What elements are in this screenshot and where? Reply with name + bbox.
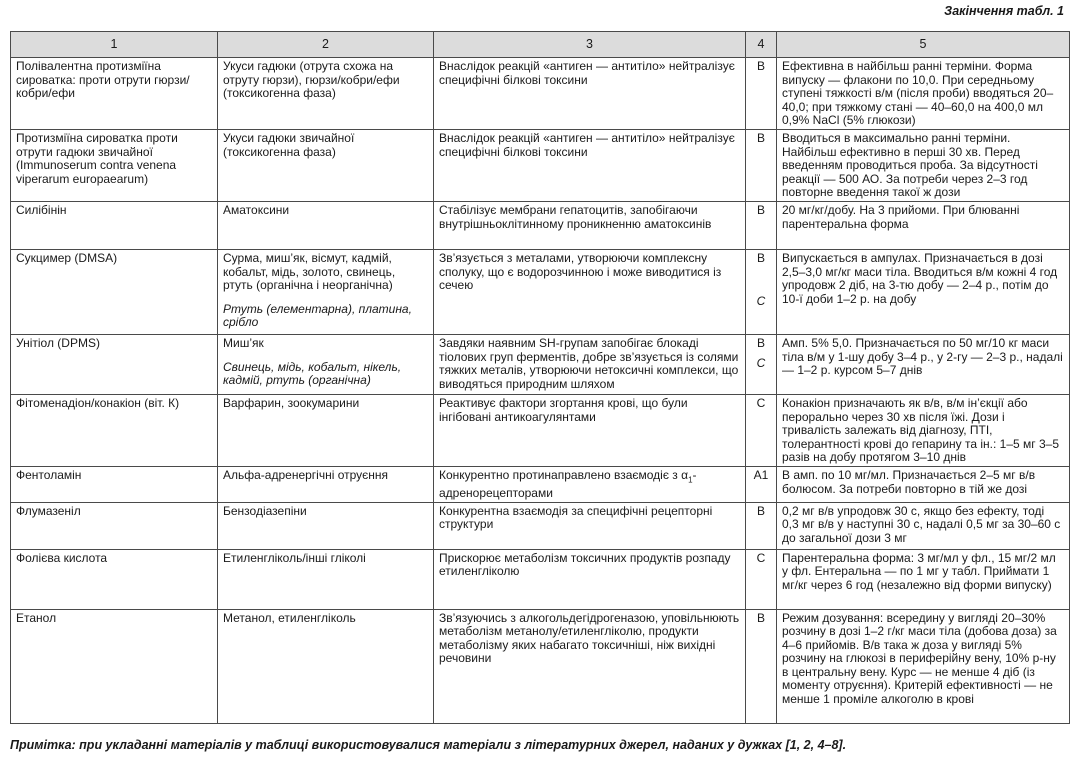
table-row bbox=[11, 129, 1070, 201]
antidote-cell: Полівалентна протизміїна сироватка: проти отрути гюрзи/кобри/ефи bbox=[11, 58, 218, 130]
mechanism-cell: Реактивує фактори згортання крові, що були інгібовані антикоагулянтами bbox=[434, 394, 746, 466]
mechanism-cell: Прискорює метаболізм токсичних продуктів розпаду етиленгліколю bbox=[434, 549, 746, 609]
column-header: 5 bbox=[777, 32, 1070, 58]
column-header: 1 bbox=[11, 32, 218, 58]
evidence-level-cell bbox=[746, 334, 777, 394]
indication-cell bbox=[218, 249, 434, 334]
indication-text: Сурма, миш’як, вісмут, кадмій, кобальт, мідь, золото, свинець, ртуть (органічна і неорганічна) bbox=[223, 250, 396, 293]
evidence-level-italic: C bbox=[756, 293, 766, 308]
indication-cell: Укуси гадюки звичайної (токсикогенна фаза) bbox=[218, 129, 434, 201]
mechanism-cell bbox=[434, 466, 746, 502]
table-footnote: Примітка: при укладанні матеріалів у таблиці використовувалися матеріали з літературних джерел, наданих у дужках [1, 2, 4–8]. bbox=[10, 738, 847, 752]
mechanism-cell: Внаслідок реакцій «антиген — антитіло» нейтралізує специфічні білкові токсини bbox=[434, 58, 746, 130]
header-row bbox=[11, 32, 1070, 58]
antidote-cell: Етанол bbox=[11, 609, 218, 723]
dosage-cell: 0,2 мг в/в упродовж 30 с, якщо без ефекту, тоді 0,3 мг в/в у наступні 30 с, надалі 0,5 мг за 30–60 с до загальної дози 3 мг bbox=[777, 502, 1070, 549]
indication-cell: Аматоксини bbox=[218, 201, 434, 249]
dosage-cell: Амп. 5% 5,0. Призначається по 50 мг/10 кг маси тіла в/м у 1-шу добу 3–4 р., у 2-гу — 2–3 р., надалі — 1–2 р. курсом 5–7 днів bbox=[777, 334, 1070, 394]
dosage-cell: 20 мг/кг/добу. На 3 прийоми. При блюванні парентеральна форма bbox=[777, 201, 1070, 249]
indication-cell: Етиленгліколь/інші гліколі bbox=[218, 549, 434, 609]
evidence-level: B bbox=[756, 335, 765, 350]
mechanism-cell: Зв’язується з металами, утворюючи комплексну сполуку, що є водорозчинною і може виводитися із сечею bbox=[434, 249, 746, 334]
mechanism-cell: Внаслідок реакцій «антиген — антитіло» нейтралізує специфічні білкові токсини bbox=[434, 129, 746, 201]
evidence-level: B bbox=[756, 250, 765, 265]
antidote-cell: Унітіол (DPMS) bbox=[11, 334, 218, 394]
antidote-cell: Фентоламін bbox=[11, 466, 218, 502]
dosage-cell: Парентеральна форма: 3 мг/мл у фл., 15 мг/2 мл у фл. Ентеральна — по 1 мг у табл. Приймати 1 мг/кг через 6 год (незалежно від форми випуску) bbox=[777, 549, 1070, 609]
antidote-table bbox=[10, 31, 1070, 724]
table-row bbox=[11, 58, 1070, 130]
evidence-level-cell: B bbox=[746, 201, 777, 249]
antidote-cell: Флумазеніл bbox=[11, 502, 218, 549]
mechanism-cell: Стабілізує мембрани гепатоцитів, запобігаючи внутрішньоклітинному проникненню аматоксинів bbox=[434, 201, 746, 249]
table-row bbox=[11, 502, 1070, 549]
evidence-level-cell: B bbox=[746, 609, 777, 723]
dosage-cell: Конакіон призначають як в/в, в/м ін’єкції або перорально через 30 хв після їжі. Дози і тривалість залежать від діагнозу, ПТІ, толерантності крові до гепарину та ін.: 1–5 мг 3–5 разів на добу протягом 3–10 днів bbox=[777, 394, 1070, 466]
indication-cell: Альфа-адренергічні отруєння bbox=[218, 466, 434, 502]
indication-italic-text: Свинець, мідь, кобальт, нікель, кадмій, ртуть (органічна) bbox=[223, 359, 402, 388]
mechanism-text: Конкурентно протинаправлено взаємодіє з α bbox=[439, 467, 689, 482]
table-row bbox=[11, 334, 1070, 394]
column-header: 4 bbox=[746, 32, 777, 58]
indication-text: Миш’як bbox=[223, 335, 264, 350]
indication-cell: Варфарин, зоокумарини bbox=[218, 394, 434, 466]
mechanism-cell: Зв’язуючись з алкогольдегідрогеназою, уповільнюють метаболізм метанолу/етиленгліколю, продукти метаболізму яких набагато токсичніші, ніж вихідні речовини bbox=[434, 609, 746, 723]
indication-cell: Метанол, етиленгліколь bbox=[218, 609, 434, 723]
table-row bbox=[11, 609, 1070, 723]
table-row bbox=[11, 249, 1070, 334]
evidence-level-italic: C bbox=[756, 355, 766, 370]
indication-cell bbox=[218, 334, 434, 394]
indication-cell: Укуси гадюки (отрута схожа на отруту гюрзи), гюрзи/кобри/ефи (токсикогенна фаза) bbox=[218, 58, 434, 130]
table-row bbox=[11, 466, 1070, 502]
dosage-cell: Вводиться в максимально ранні терміни. Найбільш ефективно в перші 30 хв. Перед введенням проводиться проба. За відсутності реакції — 500 АО. За потреби через 2–3 год повторне введення такої ж дози bbox=[777, 129, 1070, 201]
table-row bbox=[11, 549, 1070, 609]
mechanism-text-end: -адренорецепторами bbox=[439, 467, 697, 500]
mechanism-cell: Завдяки наявним SH-групам запобігає блокаді тіолових груп ферментів, добре зв’язується із солями тяжких металів, утворюючи нетоксичні комплекси, що виводяться природним шляхом bbox=[434, 334, 746, 394]
subscript: 1 bbox=[688, 475, 693, 485]
evidence-level-cell bbox=[746, 249, 777, 334]
evidence-level-cell: A1 bbox=[746, 466, 777, 502]
table-row bbox=[11, 394, 1070, 466]
evidence-level-cell: B bbox=[746, 129, 777, 201]
antidote-cell: Силібінін bbox=[11, 201, 218, 249]
column-header: 2 bbox=[218, 32, 434, 58]
antidote-cell: Фолієва кислота bbox=[11, 549, 218, 609]
mechanism-cell: Конкурентна взаємодія за специфічні рецепторні структури bbox=[434, 502, 746, 549]
table-caption: Закінчення табл. 1 bbox=[944, 4, 1064, 18]
antidote-cell: Протизміїна сироватка проти отрути гадюки звичайної (Immunoserum contra venena viperarum europaearum) bbox=[11, 129, 218, 201]
antidote-cell: Фітоменадіон/конакіон (віт. К) bbox=[11, 394, 218, 466]
antidote-cell: Сукцимер (DMSA) bbox=[11, 249, 218, 334]
dosage-cell: В амп. по 10 мг/мл. Призначається 2–5 мг в/в болюсом. За потреби повторно в тій же дозі bbox=[777, 466, 1070, 502]
dosage-cell: Режим дозування: всередину у вигляді 20–30% розчину в дозі 1–2 г/кг маси тіла (добова доза) за 4–6 прийомів. В/в така ж доза у вигляді 5% розчину на глюкозі в периферійну вену, 10% р-ну в центральну вену. Курс — не менше 4 діб (із моменту отруєння). Критерій ефективності — не менше 1 проміле алкоголю в крові bbox=[777, 609, 1070, 723]
evidence-level-cell: B bbox=[746, 502, 777, 549]
table-row bbox=[11, 201, 1070, 249]
evidence-level-cell: B bbox=[746, 58, 777, 130]
indication-italic-text: Ртуть (елементарна), платина, срібло bbox=[223, 301, 412, 330]
column-header: 3 bbox=[434, 32, 746, 58]
dosage-cell: Ефективна в найбільш ранні терміни. Форма випуску — флакони по 10,0. При середньому ступені тяжкості в/м (після проби) вводяться 20–40,0; при тяжкому стані — 40–60,0 на 400,0 мл 0,9% NaCl (5% глюкози) bbox=[777, 58, 1070, 130]
dosage-cell: Випускається в ампулах. Призначається в дозі 2,5–3,0 мг/кг маси тіла. Вводиться в/м кожні 4 год упродовж 2 діб, на 3-тю добу — 2–4 р., потім до 10-ї доби 1–2 р. на добу bbox=[777, 249, 1070, 334]
evidence-level-cell: C bbox=[746, 394, 777, 466]
indication-cell: Бензодіазепіни bbox=[218, 502, 434, 549]
evidence-level-cell: C bbox=[746, 549, 777, 609]
